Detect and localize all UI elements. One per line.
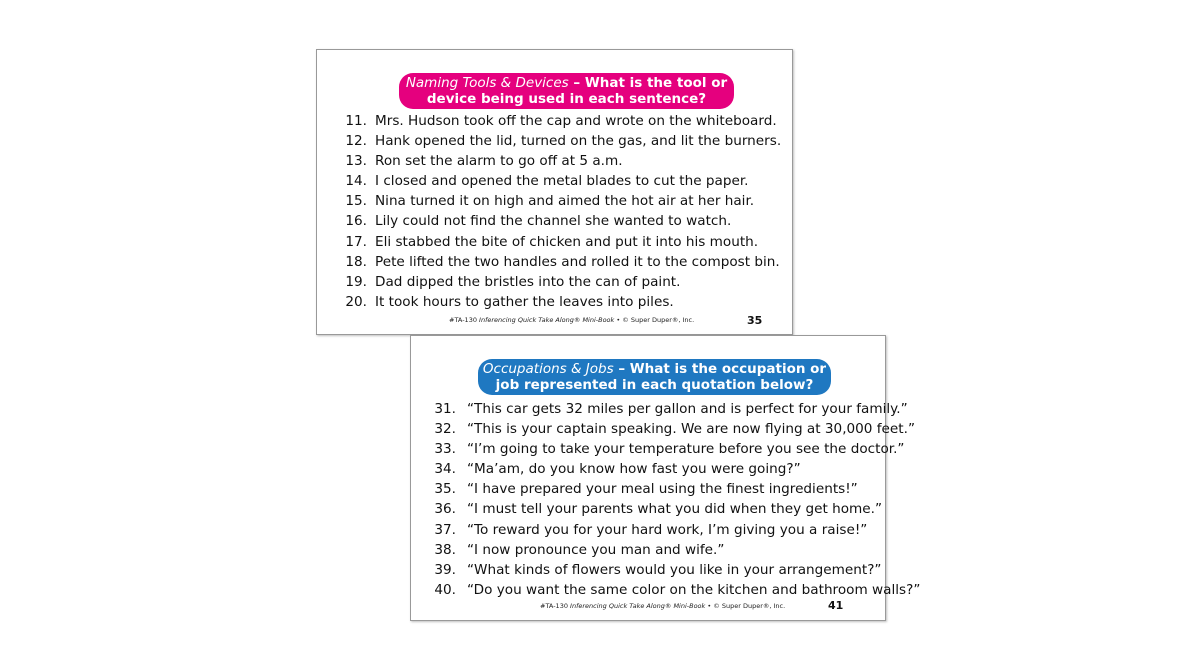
card-naming-tools (316, 49, 793, 335)
list-item (421, 560, 920, 580)
item-number: 19. (345, 273, 367, 290)
item-text: It took hours to gather the leaves into piles. (375, 293, 674, 310)
footer (449, 316, 694, 324)
list-item (335, 191, 781, 211)
item-number: 39. (434, 561, 456, 578)
footer (540, 602, 785, 610)
list-item (335, 232, 781, 252)
banner-text: – What is the occupation or job represented in each quotation below? (495, 361, 827, 393)
item-number: 15. (345, 193, 367, 210)
item-number: 38. (434, 541, 456, 558)
item-text: “This is your captain speaking. We are now flying at 30,000 feet.” (467, 421, 915, 438)
item-text: I closed and opened the metal blades to cut the paper. (375, 173, 749, 190)
list-item (335, 151, 781, 171)
list-item (421, 399, 920, 419)
item-text: Nina turned it on high and aimed the hot air at her hair. (375, 193, 755, 210)
item-text: “I have prepared your meal using the finest ingredients!” (467, 481, 858, 498)
item-text: “Ma’am, do you know how fast you were going?” (467, 461, 801, 478)
list-item (421, 520, 920, 540)
item-number: 14. (345, 173, 367, 190)
item-text: “I’m going to take your temperature before you see the doctor.” (467, 441, 905, 458)
list-item (421, 479, 920, 499)
list-item (421, 439, 920, 459)
footer-code: #TA-130 (540, 602, 571, 610)
item-text: Mrs. Hudson took off the cap and wrote on the whiteboard. (375, 113, 777, 129)
item-number: 20. (345, 293, 367, 310)
card-occupations (410, 335, 921, 621)
item-number: 13. (345, 153, 367, 170)
banner-title: Naming Tools & Devices (405, 75, 569, 91)
item-text: “To reward you for your hard work, I’m giving you a raise!” (467, 521, 868, 538)
item-text: Ron set the alarm to go off at 5 a.m. (375, 153, 623, 170)
footer-title: Inferencing Quick Take Along® Mini-Book (570, 602, 706, 610)
item-number: 31. (434, 401, 456, 417)
item-number: 34. (434, 461, 456, 478)
item-number: 11. (345, 113, 367, 129)
item-number: 36. (434, 501, 456, 518)
item-number: 17. (345, 233, 367, 250)
footer-code: #TA-130 (449, 316, 480, 324)
list-item (421, 419, 920, 439)
item-text: “Do you want the same color on the kitchen and bathroom walls?” (467, 581, 921, 598)
page-number: 35 (747, 314, 763, 327)
page-number: 41 (828, 599, 844, 612)
question-list (335, 111, 781, 312)
section-banner (478, 359, 831, 395)
footer-copyright: • © Super Duper®, Inc. (614, 316, 695, 324)
item-number: 37. (434, 521, 456, 538)
item-text: “What kinds of flowers would you like in your arrangement?” (467, 561, 882, 578)
item-text: Pete lifted the two handles and rolled it to the compost bin. (375, 253, 780, 270)
item-number: 33. (434, 441, 456, 458)
question-list (421, 399, 920, 600)
list-item (421, 459, 920, 479)
list-item (335, 171, 781, 191)
footer-copyright: • © Super Duper®, Inc. (705, 602, 786, 610)
item-number: 40. (434, 581, 456, 598)
section-banner (399, 73, 734, 109)
item-text: “This car gets 32 miles per gallon and is perfect for your family.” (467, 401, 908, 417)
banner-title: Occupations & Jobs (482, 361, 614, 377)
list-item (335, 111, 781, 131)
list-item (335, 292, 781, 312)
item-text: “I must tell your parents what you did when they get home.” (467, 501, 883, 518)
item-number: 16. (345, 213, 367, 230)
item-text: “I now pronounce you man and wife.” (467, 541, 725, 558)
list-item (335, 211, 781, 231)
list-item (335, 272, 781, 292)
item-number: 35. (434, 481, 456, 498)
item-text: Eli stabbed the bite of chicken and put it into his mouth. (375, 233, 759, 250)
item-number: 12. (345, 133, 367, 150)
item-text: Dad dipped the bristles into the can of paint. (375, 273, 681, 290)
item-number: 32. (434, 421, 456, 438)
list-item (421, 499, 920, 519)
list-item (335, 131, 781, 151)
list-item (421, 580, 920, 600)
item-number: 18. (345, 253, 367, 270)
item-text: Lily could not find the channel she wanted to watch. (375, 213, 732, 230)
item-text: Hank opened the lid, turned on the gas, and lit the burners. (375, 133, 782, 150)
list-item (335, 252, 781, 272)
list-item (421, 540, 920, 560)
footer-title: Inferencing Quick Take Along® Mini-Book (479, 316, 615, 324)
banner-text: – What is the tool or device being used in each sentence? (426, 75, 728, 107)
